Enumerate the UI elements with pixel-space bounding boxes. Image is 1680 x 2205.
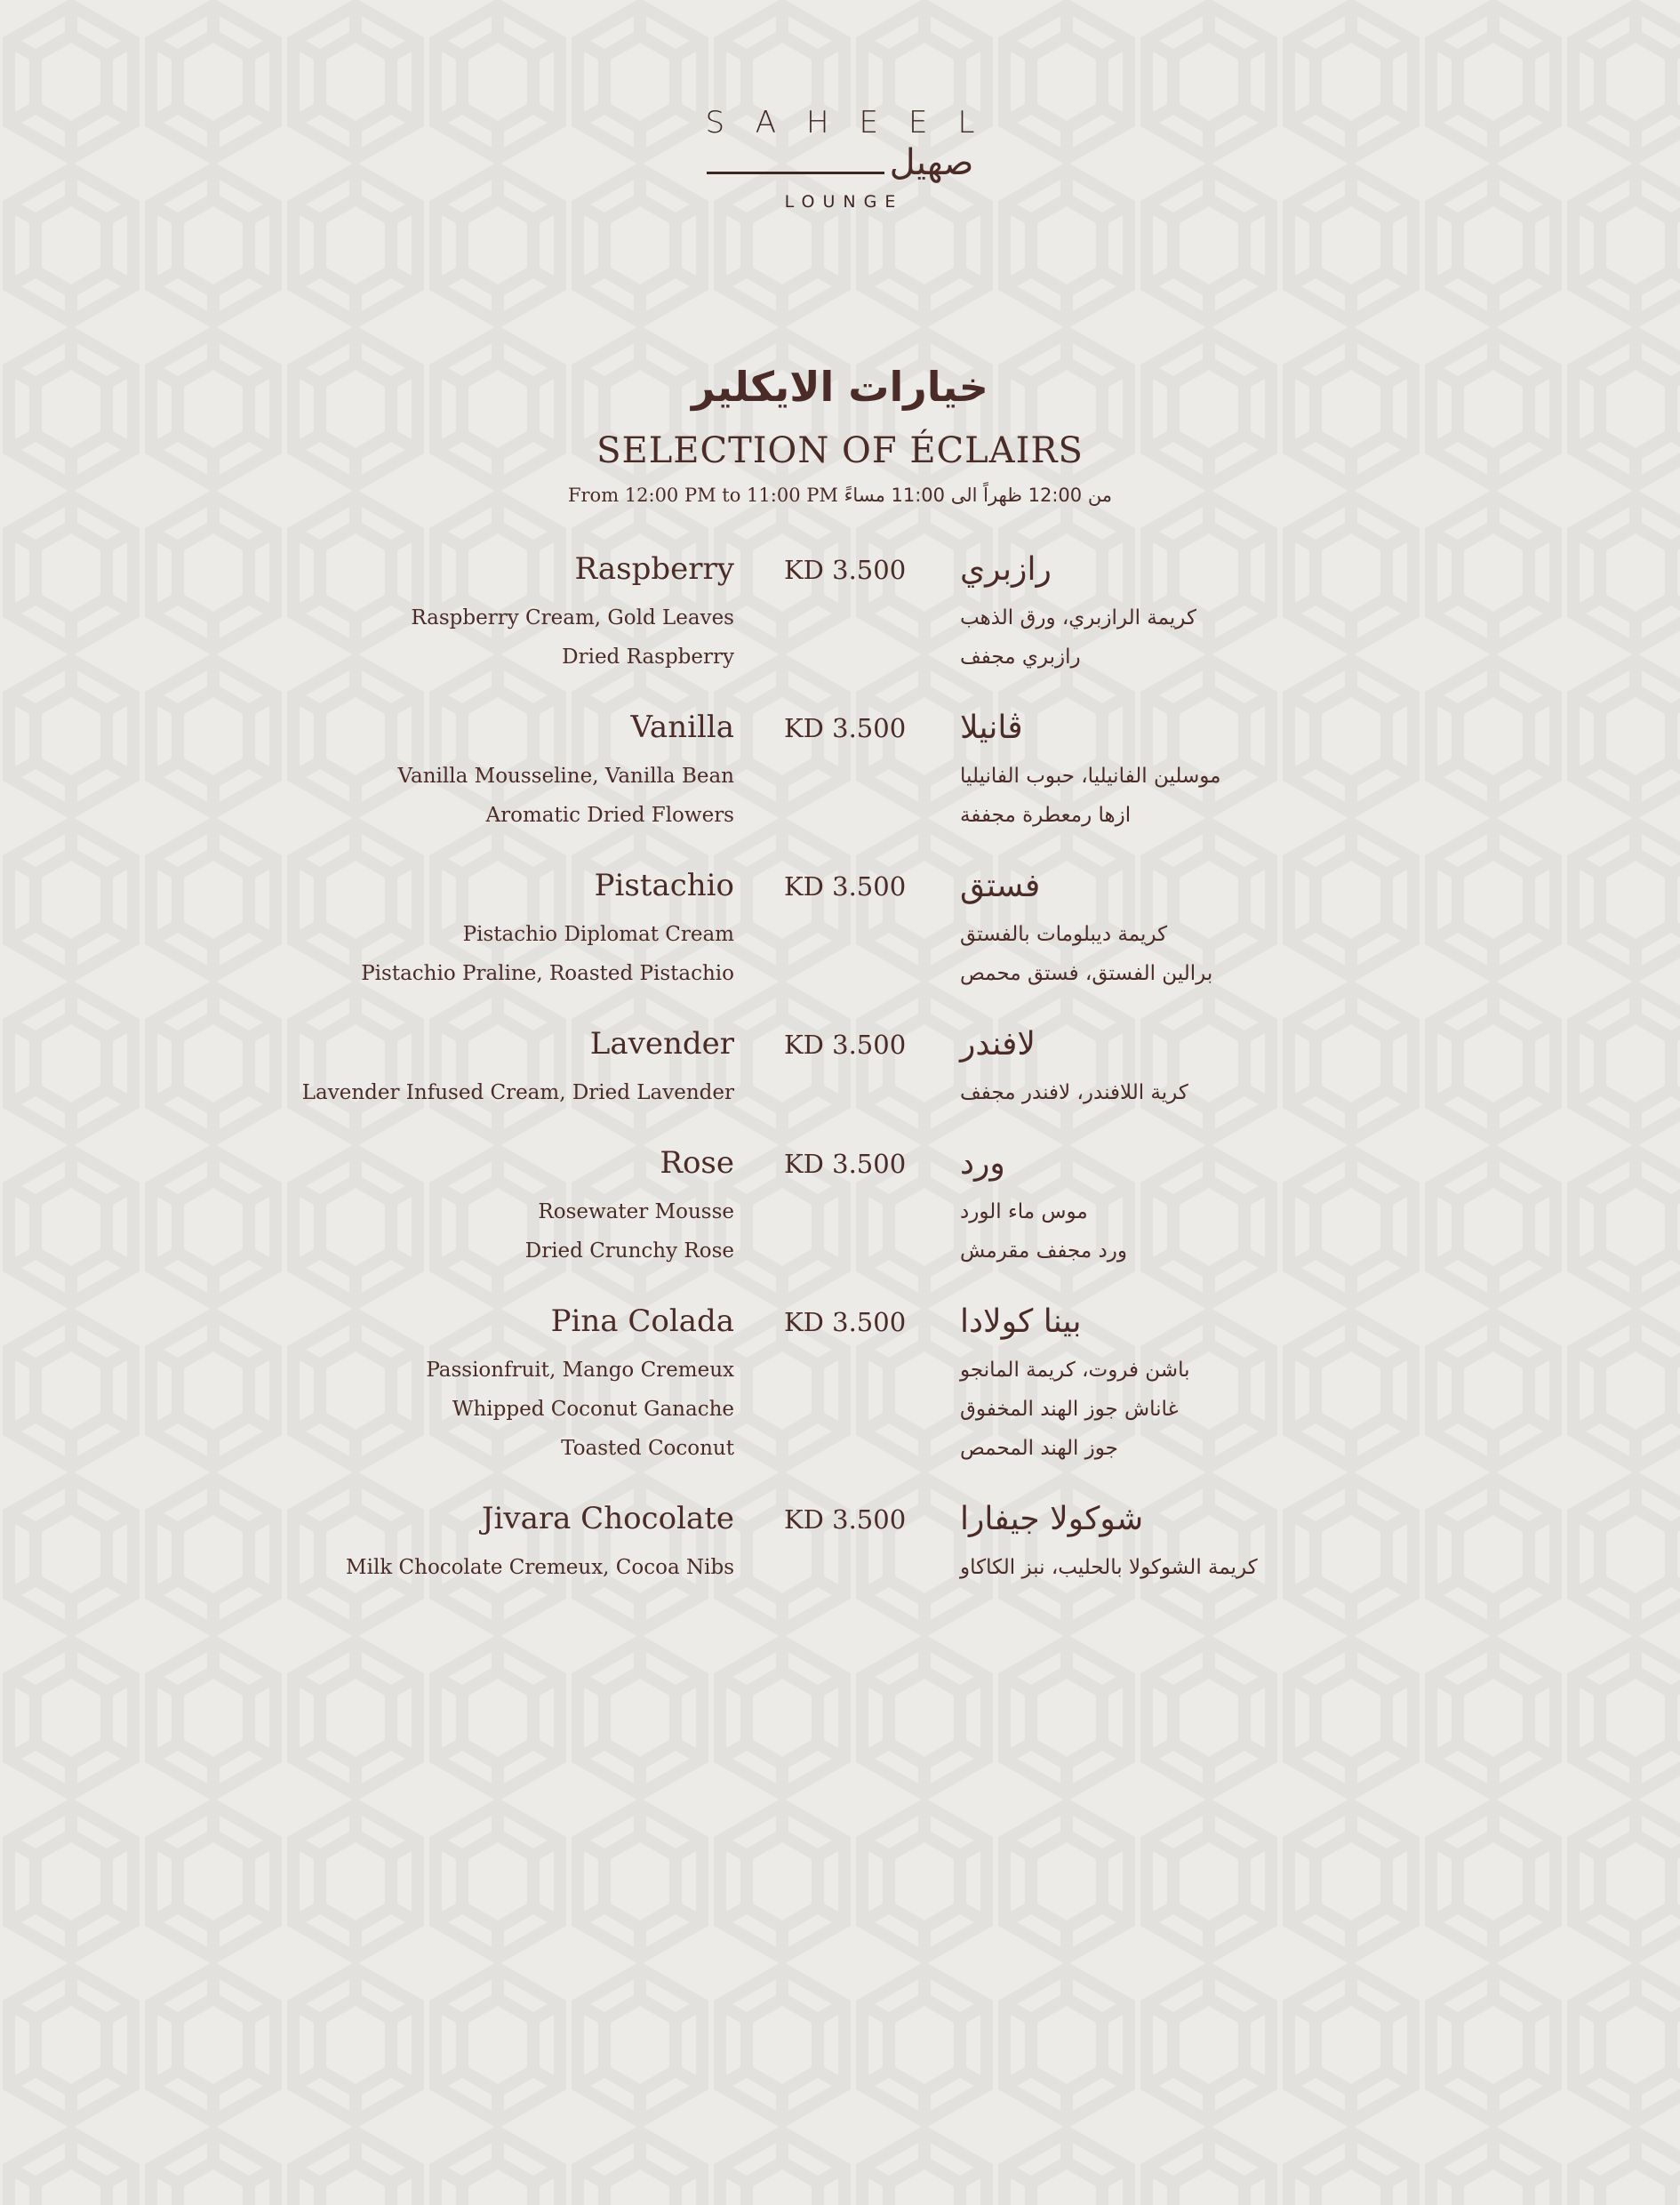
item-price: KD 3.500	[784, 1504, 907, 1535]
description-line-ar: كريمة الشوكولا بالحليب، نبز الكاكاو	[960, 1556, 1258, 1579]
item-description-ar	[960, 598, 1196, 677]
logo-arabic	[0, 142, 1680, 183]
item-price: KD 3.500	[784, 713, 907, 743]
description-line-ar: جوز الهند المحمص	[960, 1437, 1118, 1460]
description-line-ar: كريمة ديبلومات بالفستق	[960, 923, 1168, 946]
item-name-ar: شوكولا جيفارا	[960, 1501, 1144, 1537]
item-name-en: Vanilla	[630, 710, 734, 745]
service-hours	[0, 485, 1680, 506]
item-name-en: Rose	[660, 1145, 734, 1181]
description-line-ar: ورد مجفف مقرمش	[960, 1239, 1127, 1263]
logo-line	[707, 172, 884, 174]
description-line-en: Passionfruit, Mango Cremeux	[426, 1359, 734, 1382]
item-description-en	[302, 1073, 734, 1112]
item-name-en: Pistachio	[594, 868, 734, 903]
item-description-en	[361, 915, 734, 993]
description-line-ar: موسلين الفانيليا، حبوب الفانيليا	[960, 765, 1221, 788]
item-description-en	[525, 1192, 734, 1271]
description-line-ar: موس ماء الورد	[960, 1200, 1088, 1223]
description-line-ar: كرية اللافندر، لافندر مجفف	[960, 1081, 1188, 1104]
item-name-ar: بينا كولادا	[960, 1303, 1082, 1340]
description-line-ar: باشن فروت، كريمة المانجو	[960, 1359, 1190, 1382]
item-description-en	[398, 757, 734, 835]
description-line-en: Aromatic Dried Flowers	[485, 804, 734, 827]
description-line-ar: رازبري مجفف	[960, 645, 1081, 669]
item-description-ar	[960, 1192, 1127, 1271]
item-price: KD 3.500	[784, 1030, 907, 1060]
item-name-en: Raspberry	[574, 551, 734, 587]
description-line-en: Dried Raspberry	[562, 645, 734, 669]
item-name-ar: ڤانيلا	[960, 710, 1023, 746]
service-hours-en: From 12:00 PM to 11:00 PM	[567, 485, 838, 506]
description-line-ar: كريمة الرازبري، ورق الذهب	[960, 606, 1196, 629]
description-line-en: Lavender Infused Cream, Dried Lavender	[301, 1081, 734, 1104]
description-line-en: Dried Crunchy Rose	[524, 1239, 734, 1263]
item-description-en	[346, 1548, 734, 1587]
description-line-en: Raspberry Cream, Gold Leaves	[411, 606, 734, 629]
item-name-ar: رازبري	[960, 551, 1052, 588]
item-description-ar	[960, 1351, 1190, 1468]
item-name-ar: فستق	[960, 868, 1041, 904]
logo-arabic-text: صهيل	[889, 142, 974, 183]
item-price: KD 3.500	[784, 871, 907, 902]
item-name-en: Lavender	[589, 1026, 734, 1062]
item-price: KD 3.500	[784, 555, 907, 585]
item-name-en: Jivara Chocolate	[481, 1501, 734, 1536]
item-description-en	[411, 598, 734, 677]
logo-wordmark: SAHEEL	[705, 105, 1005, 140]
service-hours-ar: من 12:00 ظهراً الى 11:00 مساءً	[844, 485, 1113, 506]
item-name-en: Pina Colada	[550, 1303, 734, 1339]
item-description-ar	[960, 757, 1220, 835]
description-line-ar: برالين الفستق، فستق محمص	[960, 962, 1213, 985]
item-price: KD 3.500	[784, 1149, 907, 1179]
description-line-ar: ازها رمعطرة مجففة	[960, 804, 1132, 827]
description-line-en: Whipped Coconut Ganache	[452, 1398, 734, 1421]
description-line-en: Vanilla Mousseline, Vanilla Bean	[397, 765, 734, 788]
item-name-ar: لافندر	[960, 1026, 1036, 1062]
page-title-arabic: خيارات الايكلير	[692, 363, 988, 411]
item-description-ar	[960, 1073, 1188, 1112]
description-line-en: Toasted Coconut	[561, 1437, 734, 1460]
item-name-ar: ورد	[960, 1145, 1005, 1182]
item-price: KD 3.500	[784, 1307, 907, 1337]
description-line-en: Pistachio Praline, Roasted Pistachio	[361, 962, 734, 985]
logo-subtitle: LOUNGE	[784, 192, 904, 212]
description-line-en: Rosewater Mousse	[538, 1200, 734, 1223]
item-description-ar	[960, 1548, 1258, 1587]
description-line-en: Milk Chocolate Cremeux, Cocoa Nibs	[346, 1556, 734, 1579]
description-line-en: Pistachio Diplomat Cream	[462, 923, 734, 946]
page-title: SELECTION OF ÉCLAIRS	[596, 430, 1084, 471]
item-description-ar	[960, 915, 1212, 993]
description-line-ar: غاناش جوز الهند المخفوق	[960, 1398, 1179, 1421]
item-description-en	[426, 1351, 734, 1468]
saheel-lounge-logo	[0, 105, 1680, 212]
